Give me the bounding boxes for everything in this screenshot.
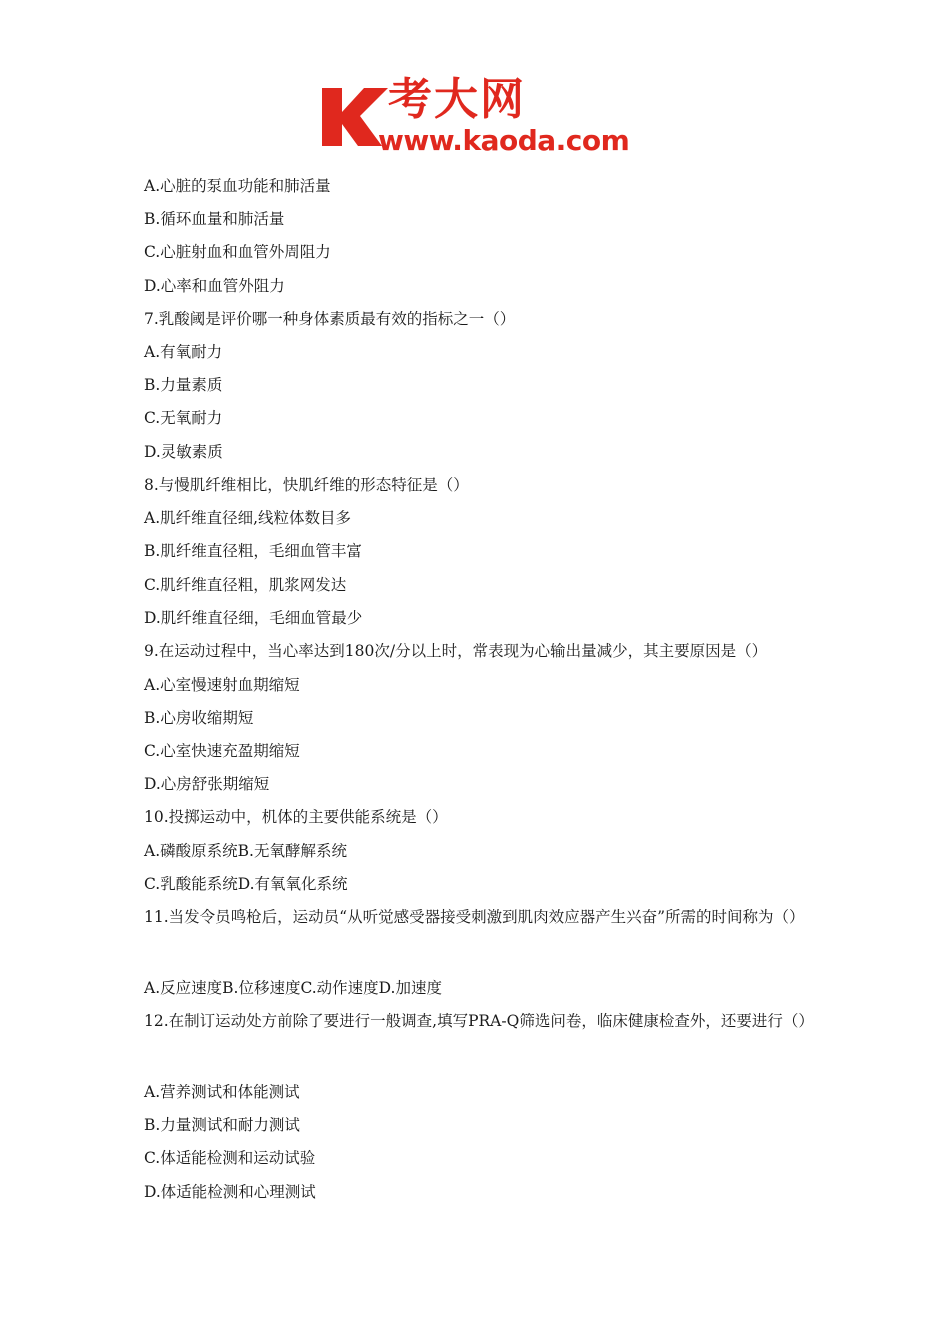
option-line: D.肌纤维直径细，毛细血管最少 (144, 609, 363, 627)
question-line: 9.在运动过程中，当心率达到180次/分以上时，常表现为心输出量减少，其主要原因是（） (144, 642, 768, 660)
logo-site-name: 考大网 (388, 74, 526, 125)
option-line: B.力量素质 (144, 376, 223, 394)
question-line: 7.乳酸阈是评价哪一种身体素质最有效的指标之一（） (144, 310, 516, 328)
question-line: 12.在制订运动处方前除了要进行一般调查,填写PRA-Q筛选问卷，临床健康检查外，还要进行（） (144, 1012, 814, 1030)
option-line: A.肌纤维直径细,线粒体数目多 (144, 509, 352, 527)
option-line: C.体适能检测和运动试验 (144, 1149, 316, 1167)
question-line: 10.投掷运动中，机体的主要供能系统是（） (144, 808, 448, 826)
option-line: A.反应速度B.位移速度C.动作速度D.加速度 (144, 979, 442, 997)
option-line: A.磷酸原系统B.无氧酵解系统 (144, 842, 347, 860)
option-line: B.心房收缩期短 (144, 709, 254, 727)
option-line: B.力量测试和耐力测试 (144, 1116, 300, 1134)
option-line: C.肌纤维直径粗，肌浆网发达 (144, 576, 347, 594)
kaoda-logo (318, 74, 638, 160)
option-line: A.有氧耐力 (144, 343, 223, 361)
option-line: A.营养测试和体能测试 (144, 1083, 300, 1101)
option-line: A.心室慢速射血期缩短 (144, 676, 300, 694)
option-line: B.循环血量和肺活量 (144, 210, 285, 228)
option-line: D.心率和血管外阻力 (144, 277, 285, 295)
option-line: C.心室快速充盈期缩短 (144, 742, 300, 760)
option-line: A.心脏的泵血功能和肺活量 (144, 177, 331, 195)
option-line: C.心脏射血和血管外周阻力 (144, 243, 331, 261)
option-line: B.肌纤维直径粗，毛细血管丰富 (144, 542, 362, 560)
question-line: 8.与慢肌纤维相比，快肌纤维的形态特征是（） (144, 476, 469, 494)
logo-site-url: www.kaoda.com (378, 124, 630, 157)
question-line: 11.当发令员鸣枪后，运动员“从听觉感受器接受刺激到肌肉效应器产生兴奋”所需的时间称为（） (144, 908, 805, 926)
option-line: C.无氧耐力 (144, 409, 223, 427)
option-line: D.心房舒张期缩短 (144, 775, 270, 793)
option-line: D.体适能检测和心理测试 (144, 1183, 316, 1201)
option-line: D.灵敏素质 (144, 443, 223, 461)
option-line: C.乳酸能系统D.有氧氧化系统 (144, 875, 348, 893)
